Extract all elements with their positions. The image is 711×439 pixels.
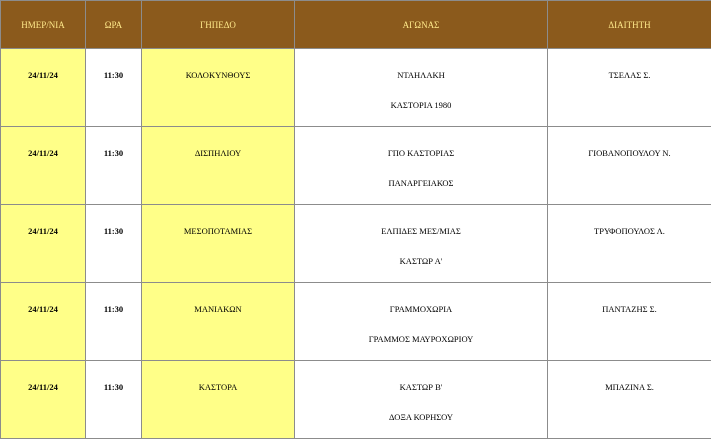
referee-cell: ΜΠΑΖΙΝΑ Σ. [548,361,711,439]
table-row [1,283,711,361]
match-cell [295,361,548,439]
match-cell [295,283,548,361]
date-cell: 24/11/24 [1,127,86,205]
date-cell: 24/11/24 [1,283,86,361]
referee-cell: ΤΡΥΦΟΠΟΥΛΟΣ Λ. [548,205,711,283]
header-row [1,1,711,49]
time-cell: 11:30 [86,49,142,127]
date-cell: 24/11/24 [1,361,86,439]
time-cell: 11:30 [86,283,142,361]
match-cell [295,205,548,283]
venue-cell: ΜΑΝΙΑΚΩΝ [142,283,295,361]
match-cell [295,49,548,127]
home-team: ΚΑΣΤΩΡ Β' [295,361,547,392]
header-date: ΗΜΕΡ/ΝΙΑ [1,1,86,49]
time-cell: 11:30 [86,127,142,205]
away-team: ΔΟΞΑ ΚΟΡΗΣΟΥ [295,392,547,422]
table-row [1,361,711,439]
table-row [1,127,711,205]
time-cell: 11:30 [86,361,142,439]
home-team: ΓΡΑΜΜΟΧΩΡΙΑ [295,283,547,314]
away-team: ΚΑΣΤΩΡ Α' [295,236,547,266]
date-cell: 24/11/24 [1,205,86,283]
venue-cell: ΚΑΣΤΟΡΑ [142,361,295,439]
referee-cell: ΤΣΕΛΑΣ Σ. [548,49,711,127]
date-cell: 24/11/24 [1,49,86,127]
header-referee: ΔΙΑΙΤΗΤΗ [548,1,711,49]
away-team: ΠΑΝΑΡΓΕΙΑΚΟΣ [295,158,547,188]
venue-cell: ΔΙΣΠΗΛΙΟΥ [142,127,295,205]
home-team: ΝΤΑΗΛΑΚΗ [295,49,547,80]
home-team: ΓΠΟ ΚΑΣΤΟΡΙΑΣ [295,127,547,158]
match-cell [295,127,548,205]
table-row [1,49,711,127]
venue-cell: ΜΕΣΟΠΟΤΑΜΙΑΣ [142,205,295,283]
referee-cell: ΠΑΝΤΑΖΗΣ Σ. [548,283,711,361]
table-row [1,205,711,283]
header-match: ΑΓΩΝΑΣ [295,1,548,49]
away-team: ΓΡΑΜΜΟΣ ΜΑΥΡΟΧΩΡΙΟΥ [295,314,547,344]
venue-cell: ΚΟΛΟΚΥΝΘΟΥΣ [142,49,295,127]
header-venue: ΓΗΠΕΔΟ [142,1,295,49]
away-team: ΚΑΣΤΟΡΙΑ 1980 [295,80,547,110]
time-cell: 11:30 [86,205,142,283]
home-team: ΕΛΠΙΔΕΣ ΜΕΣ/ΜΙΑΣ [295,205,547,236]
header-time: ΩΡΑ [86,1,142,49]
referee-cell: ΓΙΟΒΑΝΟΠΟΥΛΟΥ Ν. [548,127,711,205]
